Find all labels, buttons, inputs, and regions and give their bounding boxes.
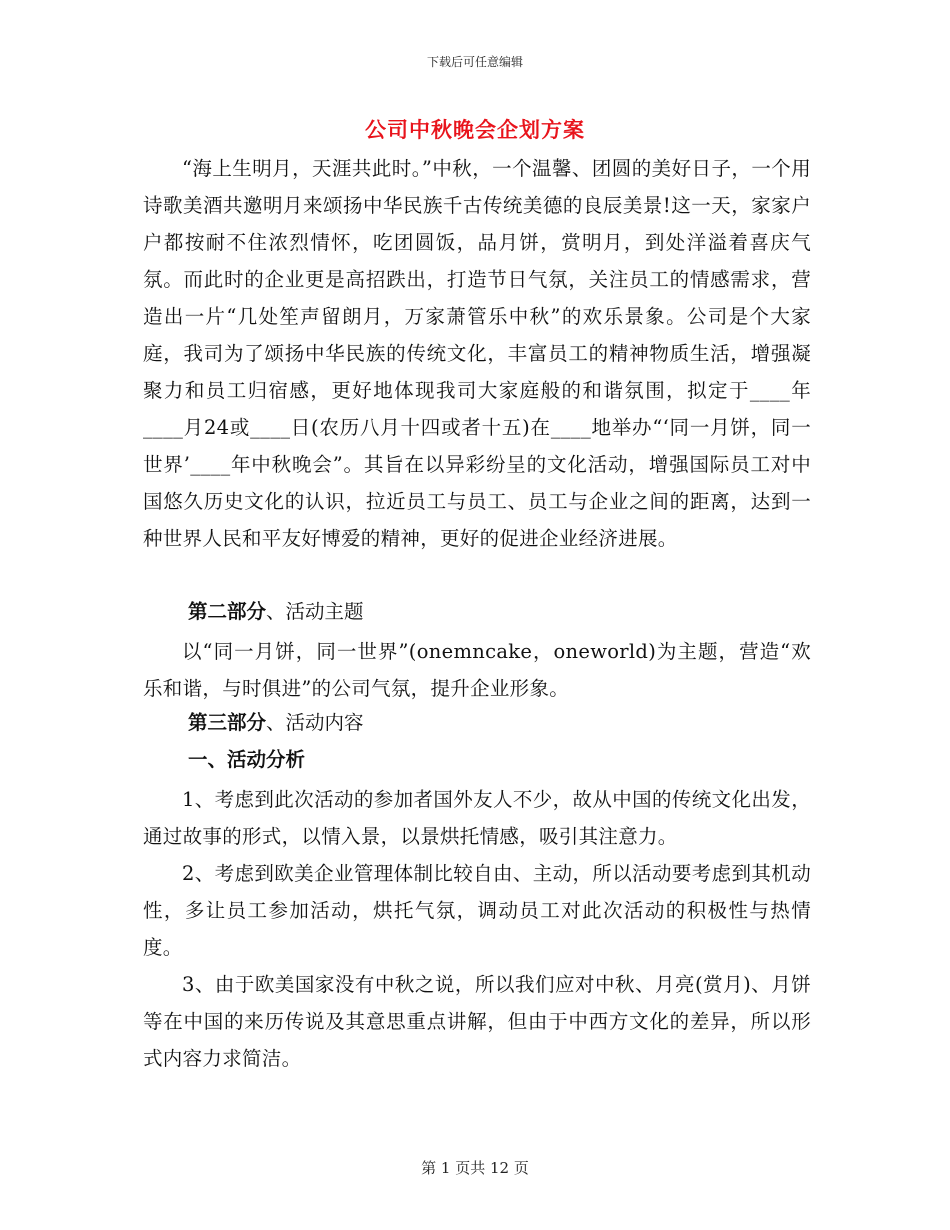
section2-block xyxy=(143,633,811,707)
analysis-item-3-block xyxy=(143,966,811,1077)
document-title: 公司中秋晚会企划方案 xyxy=(365,117,585,142)
section2-heading xyxy=(188,596,364,624)
intro-block xyxy=(143,150,811,557)
analysis-item-2-block xyxy=(143,855,811,966)
section3-heading-rest: 、活动内容 xyxy=(266,711,364,734)
section3-subheading xyxy=(188,744,305,772)
section2-heading-bold: 第二部分 xyxy=(188,600,267,623)
page-header: 下载后可任意编辑 xyxy=(426,55,523,69)
analysis-item-3: 3、由于欧美国家没有中秋之说，所以我们应对中秋、月亮(赏月)、月饼等在中国的来历传说及其意思重点讲解，但由于中西方文化的差异，所以形式内容力求简洁。 xyxy=(143,973,811,1070)
section2-paragraph: 以“同一月饼，同一世界”(onemncake，oneworld)为主题，营造“欢乐和谐，与时俱进”的公司气氛，提升企业形象。 xyxy=(143,640,811,700)
page-footer: 第 1 页共 12 页 xyxy=(421,1159,529,1177)
section2-heading-rest: 、活动主题 xyxy=(266,600,364,623)
section3-heading-bold: 第三部分 xyxy=(188,711,267,734)
subheading-activity-analysis: 一、活动分析 xyxy=(188,748,306,771)
analysis-item-1-block xyxy=(143,781,811,855)
analysis-item-1: 1、考虑到此次活动的参加者国外友人不少，故从中国的传统文化出发，通过故事的形式，以情入景，以景烘托情感，吸引其注意力。 xyxy=(143,788,811,848)
intro-paragraph: “海上生明月，天涯共此时。”中秋，一个温馨、团圆的美好日子，一个用诗歌美酒共邀明月来颂扬中华民族千古传统美德的良辰美景!这一天，家家户户都按耐不住浓烈情怀，吃团圆饭，品月饼，赏明月，到处洋溢着喜庆气氛。而此时的企业更是高招跌出，打造节日气氛，关注员工的情感需求，营造出一片“几处笙声留朗月，万家萧管乐中秋”的欢乐景象。公司是个大家庭，我司为了颂扬中华民族的传统文化，丰富员工的精神物质生活，增强凝聚力和员工归宿感，更好地体现我司大家庭般的和谐氛围，拟定于____年____月24或____日(农历八月十四或者十五)在____地举办“‘同一月饼，同一世界’____年中秋晚会”。其旨在以异彩纷呈的文化活动，增强国际员工对中国悠久历史文化的认识，拉近员工与员工、员工与企业之间的距离，达到一种世界人民和平友好博爱的精神，更好的促进企业经济进展。 xyxy=(143,157,811,550)
section3-heading xyxy=(188,707,364,735)
analysis-item-2: 2、考虑到欧美企业管理体制比较自由、主动，所以活动要考虑到其机动性，多让员工参加活动，烘托气氛，调动员工对此次活动的积极性与热情度。 xyxy=(143,862,811,959)
